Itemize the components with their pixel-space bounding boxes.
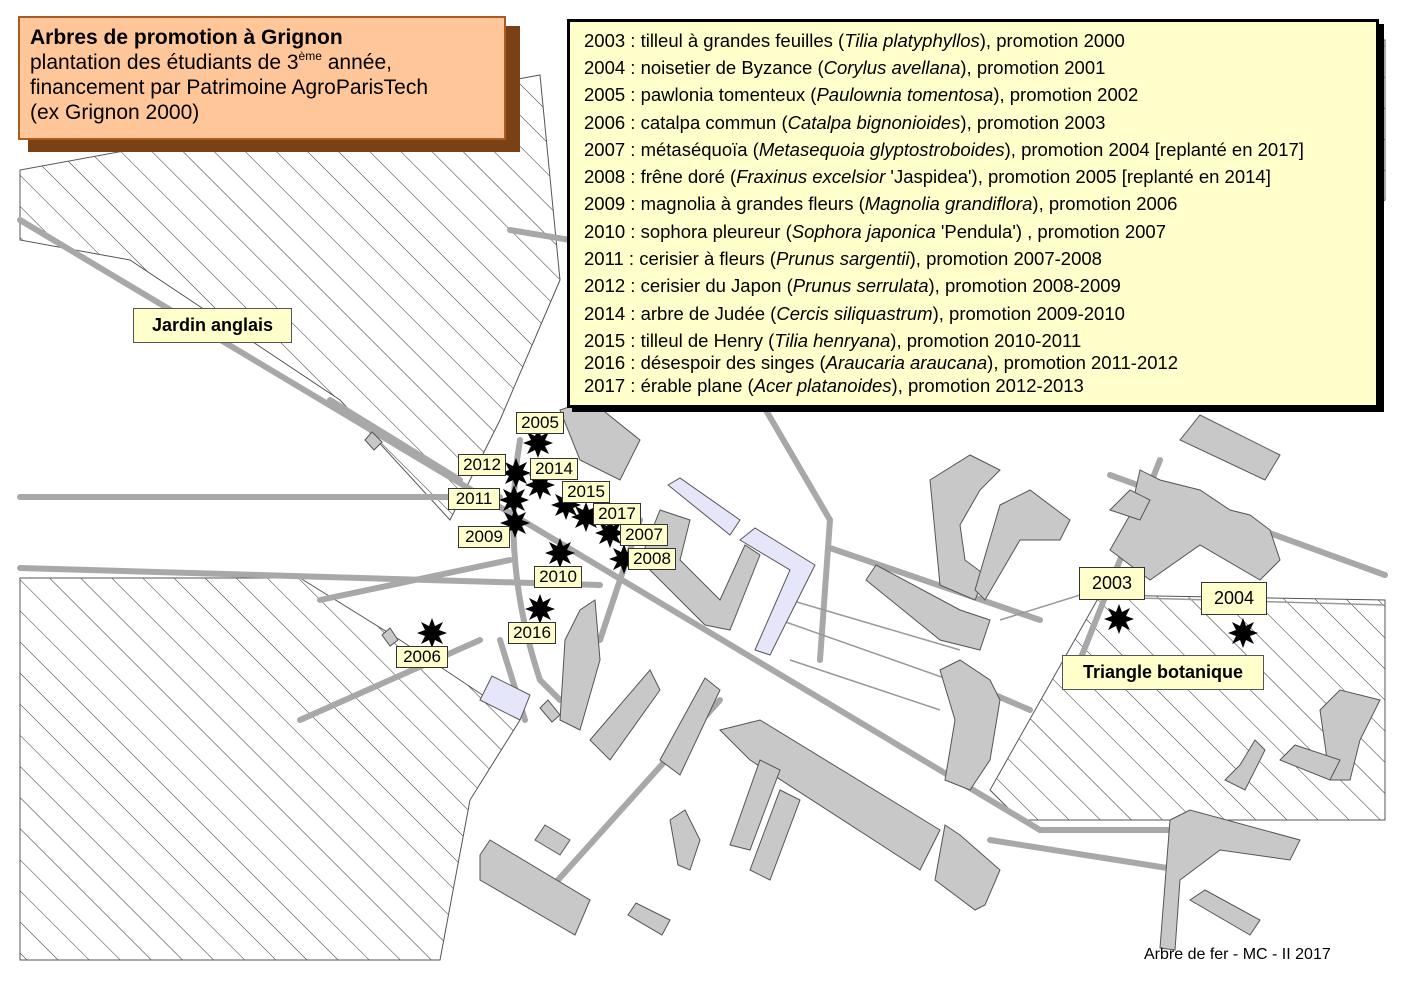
latin-name: Catalpa bignonioides [787,112,961,133]
tree-star-2006 [417,618,447,648]
legend-text: 2011 : cerisier à fleurs ( [584,248,776,269]
legend-text: 2003 : tilleul à grandes feuilles ( [584,30,845,51]
subtitle-superscript: ème [298,49,322,63]
legend-item-2004 [584,57,1105,79]
legend-text: 2006 : catalpa commun ( [584,112,788,133]
tree-label-2010: 2010 [534,566,582,588]
legend-text: ), promotion 2008-2009 [928,275,1121,296]
legend-text: ), promotion 2004 [replanté en 2017] [1004,139,1304,160]
latin-name: Tilia platyphyllos [844,30,980,51]
legend-text: ), promotion 2002 [993,84,1139,105]
legend-text: 2015 : tilleul de Henry ( [584,330,775,351]
subtitle-line-2: financement par Patrimoine AgroParisTech [30,76,429,99]
legend-item-2015 [584,330,1081,352]
title-box [18,16,506,140]
legend-item-2010 [584,221,1166,243]
hatched-zone-southwest [20,578,520,960]
tree-label-2017: 2017 [593,503,641,525]
legend-text: 2007 : métaséquoïa ( [584,139,759,160]
legend-text: 2009 : magnolia à grandes fleurs ( [584,193,865,214]
tree-label-2016: 2016 [508,622,556,644]
latin-name: Corylus avellana [823,57,961,78]
tree-star-2004 [1228,618,1258,648]
legend-item-2014 [584,303,1125,325]
latin-name: Cercis siliquastrum [776,303,933,324]
latin-name: Acer platanoides [753,375,892,396]
tree-label-2009: 2009 [458,526,510,548]
tree-label-2015: 2015 [562,481,610,503]
legend-text: ), promotion 2007-2008 [909,248,1102,269]
legend-item-2011 [584,248,1102,270]
latin-name: Prunus serrulata [792,275,929,296]
tree-star-2011 [499,485,529,515]
latin-name: Araucaria araucana [825,352,988,373]
subtitle-line-1 [30,50,494,75]
legend-text: 2008 : frêne doré ( [584,166,737,187]
tree-label-2012: 2012 [458,454,506,476]
latin-name: Prunus sargentii [775,248,910,269]
latin-name: Tilia henryana [774,330,891,351]
tree-star-2010 [545,538,575,568]
latin-name: Metasequoia glyptostroboides [758,139,1005,160]
tree-label-2007: 2007 [620,524,668,546]
tree-label-2006: 2006 [396,646,448,668]
legend-text: ), promotion 2001 [960,57,1106,78]
legend-text: 2005 : pawlonia tomenteux ( [584,84,817,105]
tree-label-2008: 2008 [628,548,676,570]
legend-text: 2016 : désespoir des singes ( [584,352,826,373]
latin-name: Sophora japonica [791,221,936,242]
place-label-triangle-botanique: Triangle botanique [1062,655,1264,690]
legend-item-2012 [584,275,1121,297]
legend-text: 'Pendula') , promotion 2007 [935,221,1166,242]
tree-label-2003: 2003 [1079,567,1145,600]
legend-text: 2010 : sophora pleureur ( [584,221,792,242]
legend-item-2003 [584,30,1125,52]
legend-text: ), promotion 2010-2011 [890,330,1082,351]
legend-item-2009 [584,193,1177,215]
tree-label-2005: 2005 [516,412,564,434]
legend-text: 2017 : érable plane ( [584,375,754,396]
legend-box [567,19,1379,408]
subtitle-line-3: (ex Grignon 2000) [30,101,200,124]
legend-text: ), promotion 2003 [960,112,1106,133]
tree-star-2016 [525,594,555,624]
tree-label-2014: 2014 [530,458,578,480]
tree-star-2003 [1104,604,1134,634]
legend-text: ), promotion 2012-2013 [891,375,1084,396]
subtitle-line-1-end: année, [321,51,392,74]
tree-label-2011: 2011 [448,488,500,510]
legend-item-2016 [584,352,1178,374]
map-title: Arbres de promotion à Grignon [30,26,343,49]
legend-item-2006 [584,112,1105,134]
legend-text: 2014 : arbre de Judée ( [584,303,777,324]
legend-text: ), promotion 2006 [1032,193,1178,214]
tree-label-2004: 2004 [1201,582,1267,615]
legend-text: 2004 : noisetier de Byzance ( [584,57,824,78]
legend-text: 2012 : cerisier du Japon ( [584,275,793,296]
latin-name: Magnolia grandiflora [864,193,1033,214]
legend-item-2017 [584,375,1084,397]
latin-name: Fraxinus excelsior [736,166,886,187]
place-label-jardin-anglais: Jardin anglais [133,308,292,343]
legend-text: ), promotion 2000 [979,30,1125,51]
legend-text: 'Jaspidea'), promotion 2005 [replanté en 2014] [885,166,1271,187]
legend-text: ), promotion 2009-2010 [932,303,1125,324]
legend-item-2005 [584,84,1138,106]
map-credit: Arbre de fer - MC - II 2017 [1144,946,1331,963]
latin-name: Paulownia tomentosa [816,84,994,105]
legend-text: ), promotion 2011-2012 [987,352,1179,373]
subtitle-line-1-text: plantation des étudiants de 3 [30,51,299,74]
legend-item-2007 [584,139,1304,161]
legend-item-2008 [584,166,1271,188]
